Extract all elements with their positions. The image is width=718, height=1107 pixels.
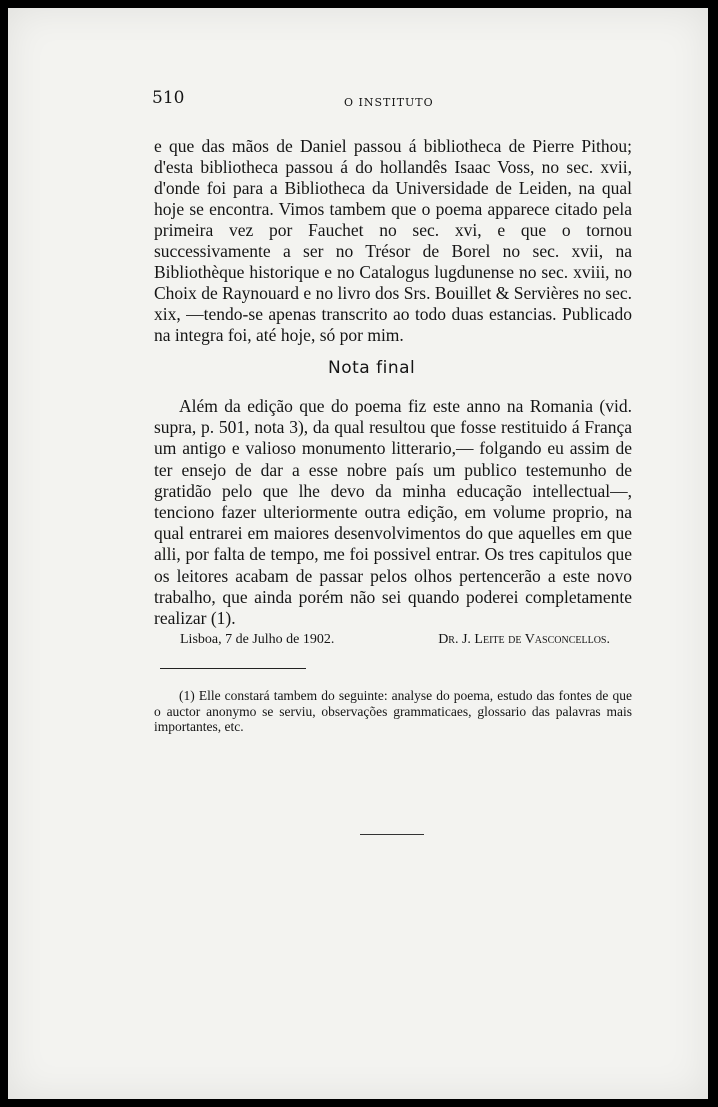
section-paragraph: Além da edição que do poema fiz este anno na Romania (vid. supra, p. 501, nota 3), da qual resultou que fosse restituido á França um antigo e valioso monumento litterario,— folgando eu assim de ter ensejo de dar a esse nobre país um publico testemunho de gratidão pelo que lhe devo da minha educação intellectual—, tenciono fazer ulteriormente outra edição, em volume proprio, na qual entrarei em maiores desenvolvimentos do que aquelles em que alli, por falta de tempo, me foi possivel entrar. Os tres capitulos que os leitores acabam de passar pelos olhos pertencerão a este novo trabalho, que ainda porém não sei quando poderei completamente realizar (1).	[154, 396, 632, 629]
footnote: (1) Elle constará tambem do seguinte: analyse do poema, estudo das fontes de que o auctor anonymo se serviu, observações grammaticaes, glossario das palavras mais importantes, etc.	[154, 688, 632, 734]
page-number: 510	[152, 88, 185, 108]
footnote-divider	[160, 668, 306, 669]
end-divider	[360, 834, 424, 835]
intro-paragraph	[154, 136, 632, 346]
author-signature: Dr. J. Leite de Vasconcellos.	[438, 632, 610, 647]
book-page	[8, 8, 708, 1099]
place-date: Lisboa, 7 de Julho de 1902.	[180, 632, 335, 647]
intro-paragraph-text: e que das mãos de Daniel passou á bibliotheca de Pierre Pithou; d'esta bibliotheca passou á do hollandês Isaac Voss, no sec. xvii, d'onde foi para a Bibliotheca da Universidade de Leiden, na qual hoje se encontra. Vimos tambem que o poema apparece citado pela primeira vez por Fauchet no sec. xvi, e que o tornou successivamente a ser no Trésor de Borel no sec. xvii, na Bibliothèque historique e no Catalogus lugdunense no sec. xviii, no Choix de Raynouard e no livro dos Srs. Bouillet & Servières no sec. xix, —tendo-se apenas transcrito ao todo duas estancias. Publicado na integra foi, até hoje, só por mim.	[154, 136, 632, 345]
section-title: Nota final	[328, 358, 416, 378]
running-title: O INSTITUTO	[344, 96, 434, 109]
